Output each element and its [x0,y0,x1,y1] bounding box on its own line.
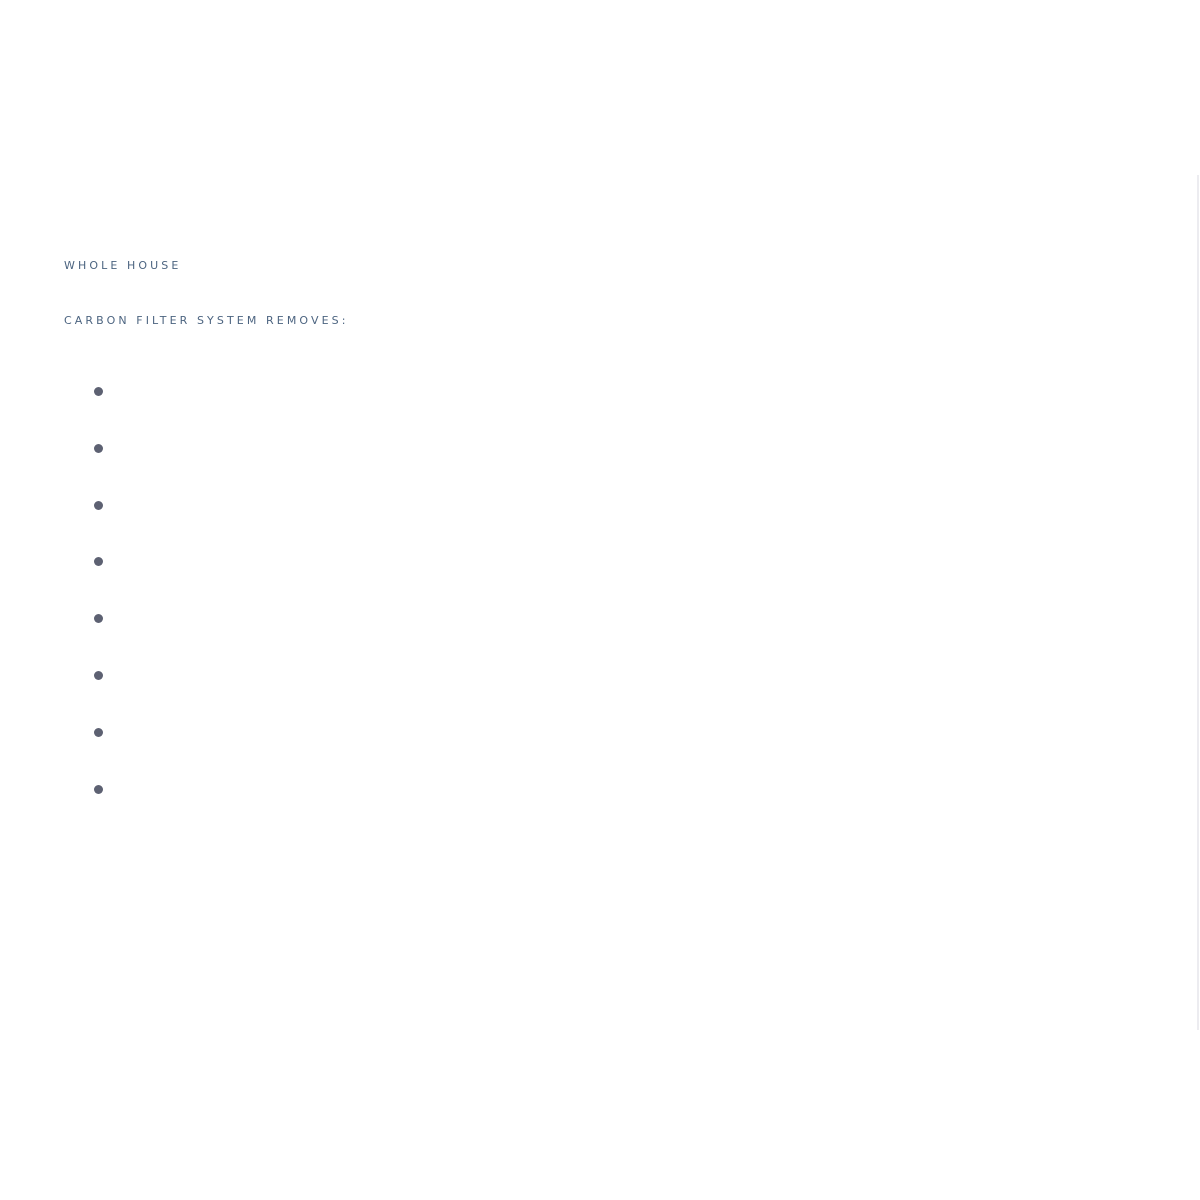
page-title-line-2: CARBON FILTER SYSTEM REMOVES: [64,314,349,327]
list-item [94,420,1194,477]
page-title-line-1: WHOLE HOUSE [64,259,182,272]
description-paragraph [64,820,1194,991]
content-block [64,238,1194,991]
description-line-3 [64,934,1194,991]
bullet-icon [94,387,103,396]
list-item [94,477,1194,534]
list-item [94,533,1194,590]
list-item [94,647,1194,704]
page-title [64,238,1194,348]
list-item [94,761,1194,818]
bullet-icon [94,501,103,510]
description-line-2 [64,877,1194,934]
bullet-icon [94,444,103,453]
bullet-icon [94,671,103,680]
list-item [94,363,1194,420]
bullet-icon [94,785,103,794]
bullet-icon [94,557,103,566]
list-item [94,590,1194,647]
bullet-icon [94,728,103,737]
bullet-icon [94,614,103,623]
right-divider [1197,175,1199,1030]
removed-contaminants-list [64,363,1194,817]
list-item [94,704,1194,761]
description-line-1 [64,820,1194,877]
